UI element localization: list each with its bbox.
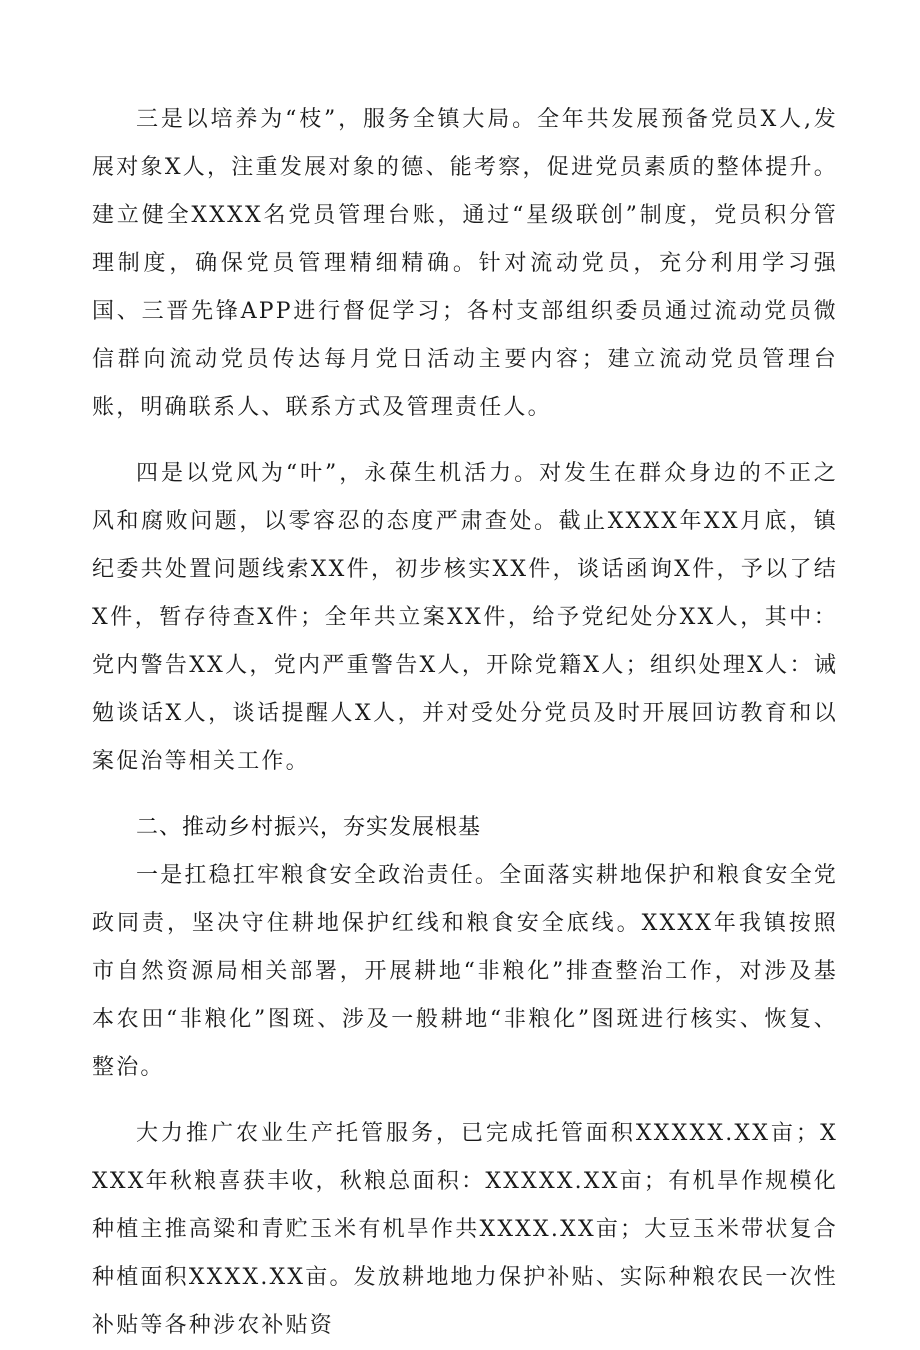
paragraph-food-security: 一是扛稳扛牢粮食安全政治责任。全面落实耕地保护和粮食安全党政同责，坚决守住耕地保护红线和粮食安全底线。XXXX年我镇按照市自然资源局相关部署，开展耕地“非粮化”排查整治工作，对涉及基本农田“非粮化”图斑、涉及一般耕地“非粮化”图斑进行核实、恢复、整治。 xyxy=(92,863,838,1080)
document-body xyxy=(92,96,838,1350)
paragraph-agricultural-services: 大力推广农业生产托管服务，已完成托管面积XXXXX.XX亩；XXXX年秋粮喜获丰收，秋粮总面积：XXXXX.XX亩；有机旱作规模化种植主推高粱和青贮玉米有机旱作共XXXX.XX亩；大豆玉米带状复合种植面积XXXX.XX亩。发放耕地地力保护补贴、实际种粮农民一次性补贴等各种涉农补贴资 xyxy=(92,1121,838,1338)
paragraph-gap xyxy=(92,432,838,450)
paragraph-gap xyxy=(92,786,838,804)
section-heading-rural-revitalization: 二、推动乡村振兴，夯实发展根基 xyxy=(136,815,482,840)
paragraph-gap xyxy=(92,1092,838,1110)
paragraph-party-discipline: 四是以党风为“叶”，永葆生机活力。对发生在群众身边的不正之风和腐败问题，以零容忍的态度严肃查处。截止XXXX年XX月底，镇纪委共处置问题线索XX件，初步核实XX件，谈话函询X件，予以了结X件，暂存待查X件；全年共立案XX件，给予党纪处分XX人，其中：党内警告XX人，党内严重警告X人，开除党籍X人；组织处理X人：诫勉谈话X人，谈话提醒人X人，并对受处分党员及时开展回访教育和以案促治等相关工作。 xyxy=(92,461,838,774)
paragraph-party-members: 三是以培养为“枝”，服务全镇大局。全年共发展预备党员X人,发展对象X人，注重发展对象的德、能考察，促进党员素质的整体提升。建立健全XXXX名党员管理台账，通过“星级联创”制度，党员积分管理制度，确保党员管理精细精确。针对流动党员，充分利用学习强国、三晋先锋APP进行督促学习；各村支部组织委员通过流动党员微信群向流动党员传达每月党日活动主要内容；建立流动党员管理台账，明确联系人、联系方式及管理责任人。 xyxy=(92,107,838,420)
